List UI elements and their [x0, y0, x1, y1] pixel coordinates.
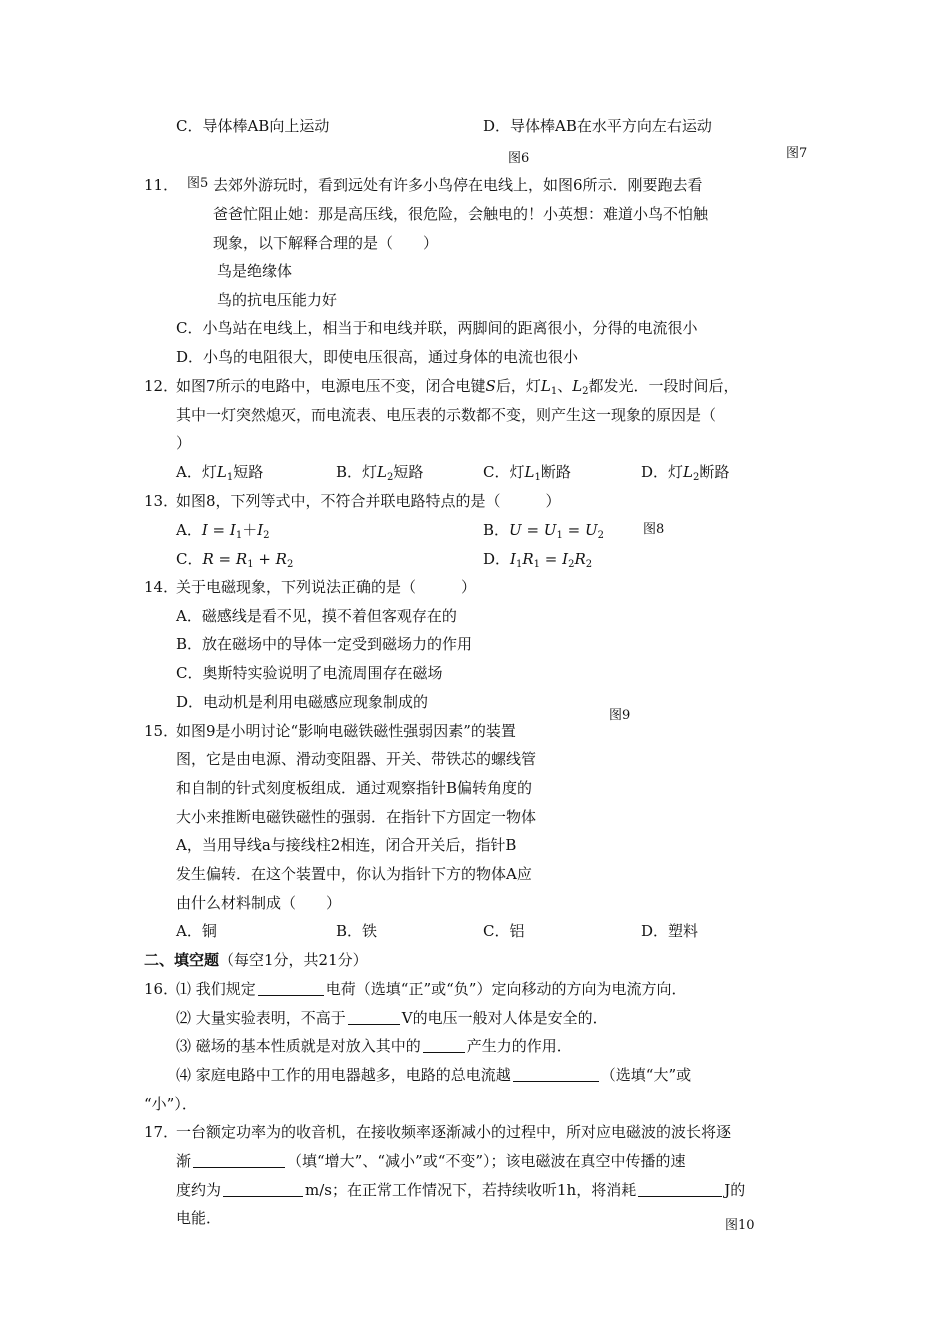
q17-number: 17． [144, 1123, 179, 1141]
q15-option-a: A．铜 [176, 922, 217, 940]
figure-7-label: 图7 [786, 146, 808, 161]
q17-blank-3[interactable] [638, 1181, 722, 1197]
q12-text-a: 如图7所示的电路中，电源电压不变，闭合电键 [176, 377, 486, 395]
q10-option-d: D．导体棒AB在水平方向左右运动 [483, 117, 712, 135]
section-2-note: （每空1分，共21分） [219, 951, 368, 969]
q12-sub-2: 2 [582, 386, 589, 397]
q16-part-4-line-2: “小”）． [144, 1095, 197, 1113]
q12-switch-s: S [485, 377, 496, 395]
q13-option-b: B．$U = U_1 = U_2$ [483, 521, 604, 541]
figure-9-label: 图9 [609, 708, 631, 723]
q12-separator: 、 [557, 377, 573, 395]
q12-text-b: 后，灯 [495, 377, 541, 395]
q13-option-c: C．$R = R_1 + R_2$ [176, 550, 294, 570]
q16-blank-4[interactable] [513, 1066, 599, 1082]
q16-blank-1[interactable] [258, 980, 324, 996]
q15-line-1: 如图9是小明讨论“影响电磁铁磁性强弱因素”的装置 [176, 722, 516, 740]
q12-option-b: B．灯$L_2$短路 [336, 463, 424, 483]
q11-number: 11． [144, 176, 179, 194]
q12-number: 12． [144, 377, 179, 395]
q12-sub-1: 1 [550, 386, 558, 397]
q11-option-c: C．小鸟站在电线上，相当于和电线并联，两脚间的距离很小，分得的电流很小 [176, 319, 698, 337]
q17-line-1: 一台额定功率为的收音机，在接收频率逐渐减小的过程中，所对应电磁波的波长将逐 [176, 1123, 732, 1141]
q12-text-c: 都发光．一段时间后， [588, 377, 739, 395]
q16-blank-3[interactable] [423, 1037, 465, 1053]
q12-line-2: 其中一灯突然熄灭，而电流表、电压表的示数都不变，则产生这一现象的原因是（ [176, 406, 717, 424]
q16-part-2: ⑵ 大量实验表明，不高于 V的电压一般对人体是安全的． [176, 1009, 608, 1027]
q17-line-2: 渐 （填“增大”、“减小”或“不变”）；该电磁波在真空中传播的速 [176, 1152, 686, 1170]
figure-8-label: 图8 [643, 522, 665, 537]
q12-line-1 [176, 376, 739, 402]
q17-line-3: 度约为 m/s；在正常工作情况下，若持续收听1h，将消耗 J的 [176, 1181, 746, 1199]
q14-number: 14． [144, 578, 179, 596]
section-2-title: 二、填空题 [144, 951, 220, 969]
q14-option-a: A．磁感线是看不见，摸不着但客观存在的 [176, 607, 457, 625]
q15-line-4: 大小来推断电磁铁磁性的强弱．在指针下方固定一物体 [176, 808, 537, 826]
q15-option-c: C．铝 [483, 922, 525, 940]
figure-10-label: 图10 [725, 1218, 755, 1233]
q11-line-3: 现象，以下解释合理的是（ ） [213, 234, 439, 252]
figure-5-label: 图5 [187, 176, 209, 191]
q13-option-a: A．$I = I_1+I_2$ [176, 521, 270, 541]
q12-lamp-l1: L [540, 377, 551, 395]
q12-option-d: D．灯$L_2$断路 [641, 463, 730, 483]
q15-line-7: 由什么材料制成（ ） [176, 894, 342, 912]
q14-option-c: C．奥斯特实验说明了电流周围存在磁场 [176, 664, 443, 682]
q13-number: 13． [144, 492, 179, 510]
q12-option-c: C．灯$L_1$断路 [483, 463, 571, 483]
q13-stem: 如图8，下列等式中，不符合并联电路特点的是（ ） [176, 492, 561, 510]
q11-line-2: 爸爸忙阻止她：那是高压线，很危险，会触电的！小英想：难道小鸟不怕触 [213, 205, 709, 223]
q15-line-3: 和自制的针式刻度板组成．通过观察指针B偏转角度的 [176, 779, 533, 797]
q15-option-d: D．塑料 [641, 922, 699, 940]
q12-lamp-l2: L [572, 377, 583, 395]
q15-line-6: 发生偏转．在这个装置中，你认为指针下方的物体A应 [176, 865, 532, 883]
q16-number: 16． [144, 980, 179, 998]
q14-option-b: B．放在磁场中的导体一定受到磁场力的作用 [176, 635, 473, 653]
q12-line-3: ） [176, 434, 192, 452]
q11-option-d: D．小鸟的电阻很大，即使电压很高，通过身体的电流也很小 [176, 348, 579, 366]
q15-number: 15． [144, 722, 179, 740]
q15-option-b: B．铁 [336, 922, 378, 940]
section-2-heading [144, 950, 368, 970]
q16-part-1: ⑴ 我们规定 电荷（选填“正”或“负”）定向移动的方向为电流方向． [176, 980, 687, 998]
q13-option-d: D．$I_1R_1 = I_2R_2$ [483, 550, 593, 570]
q16-part-4: ⑷ 家庭电路中工作的用电器越多，电路的总电流越 （选填“大”或 [176, 1066, 692, 1084]
q14-option-d: D．电动机是利用电磁感应现象制成的 [176, 693, 429, 711]
figure-6-label: 图6 [508, 151, 530, 166]
q16-part-3: ⑶ 磁场的基本性质就是对放入其中的 产生力的作用． [176, 1037, 572, 1055]
q12-option-a: A．灯$L_1$短路 [176, 463, 264, 483]
q14-stem: 关于电磁现象，下列说法正确的是（ ） [176, 578, 477, 596]
q17-line-4: 电能． [176, 1209, 222, 1227]
q16-blank-2[interactable] [348, 1009, 400, 1025]
q10-option-c: C．导体棒AB向上运动 [176, 117, 330, 135]
q15-line-2: 图，它是由电源、滑动变阻器、开关、带铁芯的螺线管 [176, 750, 537, 768]
q11-option-b: 鸟的抗电压能力好 [217, 291, 338, 309]
q11-option-a: 鸟是绝缘体 [217, 262, 293, 280]
q11-line-1: 去郊外游玩时，看到远处有许多小鸟停在电线上，如图6所示．刚要跑去看 [213, 176, 703, 194]
q17-blank-1[interactable] [193, 1152, 285, 1168]
q15-line-5: A，当用导线a与接线柱2相连，闭合开关后，指针B [176, 836, 517, 854]
q17-blank-2[interactable] [223, 1181, 303, 1197]
